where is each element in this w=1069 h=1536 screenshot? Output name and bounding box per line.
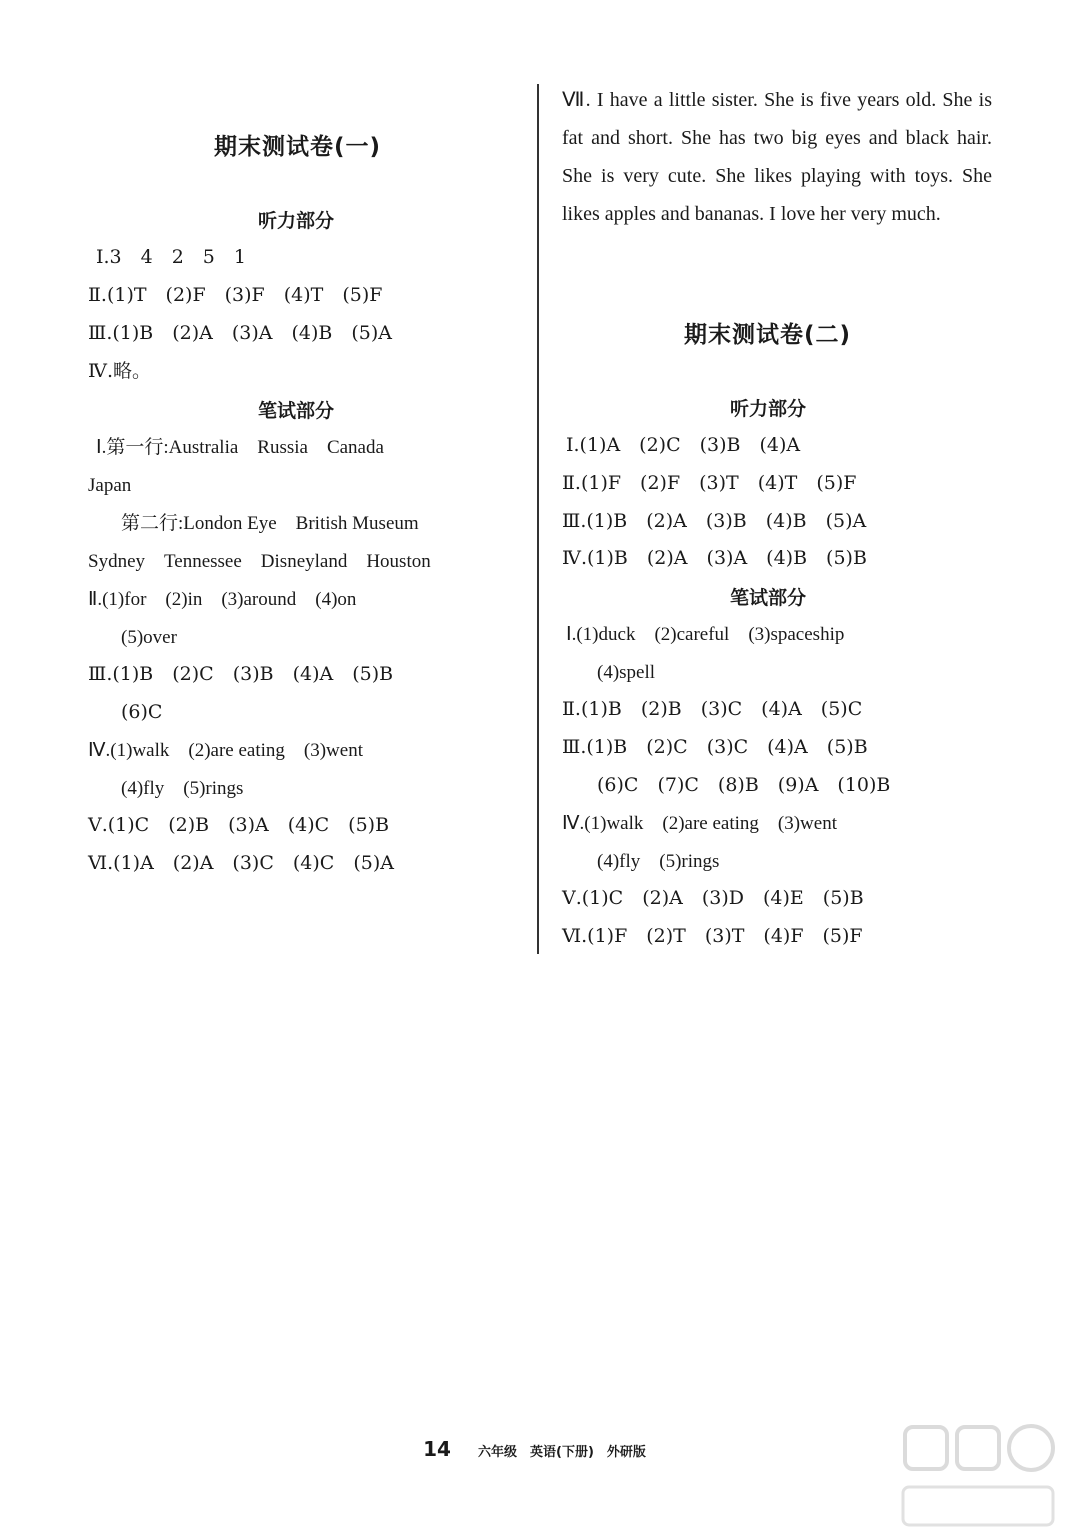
answer-line: Ⅰ.(1)duck (2)careful (3)spaceship xyxy=(566,624,845,645)
listening-heading-1: 听力部分 xyxy=(258,210,335,232)
answer-line: (5)over xyxy=(102,627,177,648)
page-number: 14 xyxy=(423,1437,451,1461)
answer-line: Ⅲ.(1)B (2)C (3)C (4)A (5)B xyxy=(562,736,868,758)
answer-line: Ⅵ.(1)F (2)T (3)T (4)F (5)F xyxy=(562,925,863,947)
answer-line: (4)fly (5)rings xyxy=(102,778,244,799)
answer-line: Ⅱ.(1)F (2)F (3)T (4)T (5)F xyxy=(562,472,857,494)
answer-line: Ⅳ.略。 xyxy=(88,360,152,382)
column-divider xyxy=(537,84,539,954)
answer-line: Ⅴ.(1)C (2)A (3)D (4)E (5)B xyxy=(562,887,864,909)
answer-line: Japan xyxy=(88,475,132,496)
essay-paragraph: Ⅶ. I have a little sister. She is five years old. She is fat and short. She has two big eyes and black hair. She is very cute. She likes playing with toys. She likes apples and bananas. I love her very much. xyxy=(562,89,992,225)
answer-line: (4)spell xyxy=(578,662,656,683)
answer-line: Ⅰ.(1)A (2)C (3)B (4)A xyxy=(566,434,801,456)
answer-line: Ⅳ.(1)B (2)A (3)A (4)B (5)B xyxy=(562,547,867,569)
writing-heading-1: 笔试部分 xyxy=(258,400,335,422)
answer-line: (6)C xyxy=(102,701,163,723)
watermark-stamp-icon xyxy=(895,1415,1065,1535)
answer-line: 第二行:London Eye British Museum xyxy=(102,513,419,534)
listening-heading-2: 听力部分 xyxy=(730,398,807,420)
answer-line: (6)C (7)C (8)B (9)A (10)B xyxy=(578,774,891,796)
answer-line: Sydney Tennessee Disneyland Houston xyxy=(88,551,431,572)
answer-line: (4)fly (5)rings xyxy=(578,851,720,872)
exam-title-2: 期末测试卷(二) xyxy=(684,322,852,348)
answer-line: Ⅳ.(1)walk (2)are eating (3)went xyxy=(562,813,837,834)
answer-line: Ⅲ.(1)B (2)C (3)B (4)A (5)B xyxy=(88,663,394,685)
answer-line: Ⅱ.(1)T (2)F (3)F (4)T (5)F xyxy=(88,284,383,306)
answer-line: Ⅲ.(1)B (2)A (3)A (4)B (5)A xyxy=(88,322,393,344)
answer-line: Ⅵ.(1)A (2)A (3)C (4)C (5)A xyxy=(88,852,394,874)
exam-title-1: 期末测试卷(一) xyxy=(214,134,382,160)
answer-line: Ⅰ.3 4 2 5 1 xyxy=(96,246,246,268)
writing-heading-2: 笔试部分 xyxy=(730,587,807,609)
book-info: 六年级 英语(下册) 外研版 xyxy=(478,1445,646,1460)
answer-line: Ⅱ.(1)for (2)in (3)around (4)on xyxy=(88,589,357,610)
answer-line: Ⅰ.第一行:Australia Russia Canada xyxy=(96,437,384,458)
answer-line: Ⅲ.(1)B (2)A (3)B (4)B (5)A xyxy=(562,510,867,532)
answer-line: Ⅱ.(1)B (2)B (3)C (4)A (5)C xyxy=(562,698,863,720)
answer-line: Ⅴ.(1)C (2)B (3)A (4)C (5)B xyxy=(88,814,390,836)
answer-line: Ⅳ.(1)walk (2)are eating (3)went xyxy=(88,740,363,761)
